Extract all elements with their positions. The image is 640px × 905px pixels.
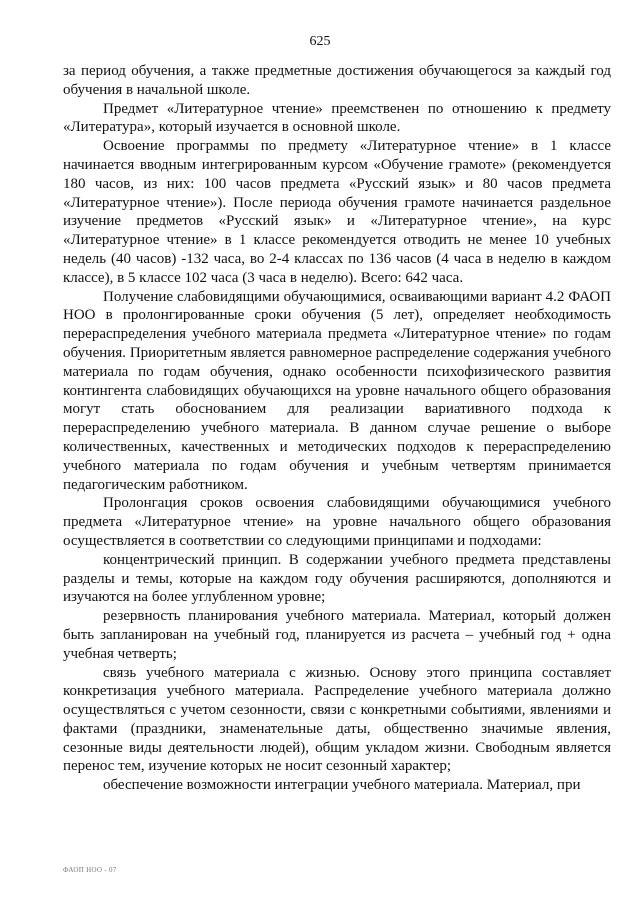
- paragraph-5: Пролонгация сроков освоения слабовидящими обучающимися учебного предмета «Литературное чтение» на уровне начального общего образования осуществляется в соответствии со следующими принципами и подходами:: [63, 495, 611, 549]
- footer-stamp: ФАОП НОО - 07: [63, 866, 117, 874]
- paragraph-7: резервность планирования учебного материала. Материал, который должен быть запланирован на учебный год, планируется из расчета – учебный год + одна учебная четверть;: [63, 608, 611, 662]
- paragraph-3: Освоение программы по предмету «Литературное чтение» в 1 классе начинается вводным интегрированным курсом «Обучение грамоте» (рекомендуется 180 часов, из них: 100 часов предмета «Русский язык» и 80 часов предмета «Литературное чтение»). После периода обучения грамоте начинается раздельное изучение предметов «Русский язык» и «Литературное чтение», на курс «Литературное чтение» в 1 классе рекомендуется отводить не менее 10 учебных недель (40 часов) -132 часа, во 2-4 классах по 136 часов (4 часа в неделю в каждом классе), в 5 классе 102 часа (3 часа в неделю). Всего: 642 часа.: [63, 138, 611, 286]
- body-text: [63, 62, 611, 795]
- paragraph-2: Предмет «Литературное чтение» преемственен по отношению к предмету «Литература», который изучается в основной школе.: [63, 100, 611, 136]
- paragraph-6: концентрический принцип. В содержании учебного предмета представлены разделы и темы, которые на каждом году обучения расширяются, дополняются и изучаются на более углубленном уровне;: [63, 551, 611, 606]
- paragraph-1: за период обучения, а также предметные достижения обучающегося за каждый год обучения в начальной школе.: [63, 63, 611, 98]
- paragraph-9: обеспечение возможности интеграции учебного материала. Материал, при: [103, 777, 581, 794]
- paragraph-8: связь учебного материала с жизнью. Основу этого принципа составляет конкретизация учебного материала. Распределение учебного материала должно осуществляться с учетом сезонности, связи с конкретными событиями, явлениями и фактами (праздники, знаменательные даты, общественно значимые явления, сезонные виды деятельности людей), общим укладом жизни. Свободным является перенос тем, изучение которых не носит сезонный характер;: [63, 664, 611, 775]
- paragraph-4: Получение слабовидящими обучающимися, осваивающими вариант 4.2 ФАОП НОО в пролонгированные сроки обучения (5 лет), определяет необходимость перераспределения учебного материала предмета «Литературное чтение» по годам обучения. Приоритетным является равномерное распределение содержания учебного материала по годам обучения, однако особенности психофизического развития контингента слабовидящих обучающихся на уровне начального общего образования могут стать обоснованием для реализации вариативного подхода к перераспределению учебного материала. В данном случае решение о выборе количественных, качественных и методических подходов к перераспределению учебного материала по годам обучения и учебным четвертям принимается педагогическим работником.: [63, 288, 611, 493]
- page-number: 625: [309, 34, 331, 49]
